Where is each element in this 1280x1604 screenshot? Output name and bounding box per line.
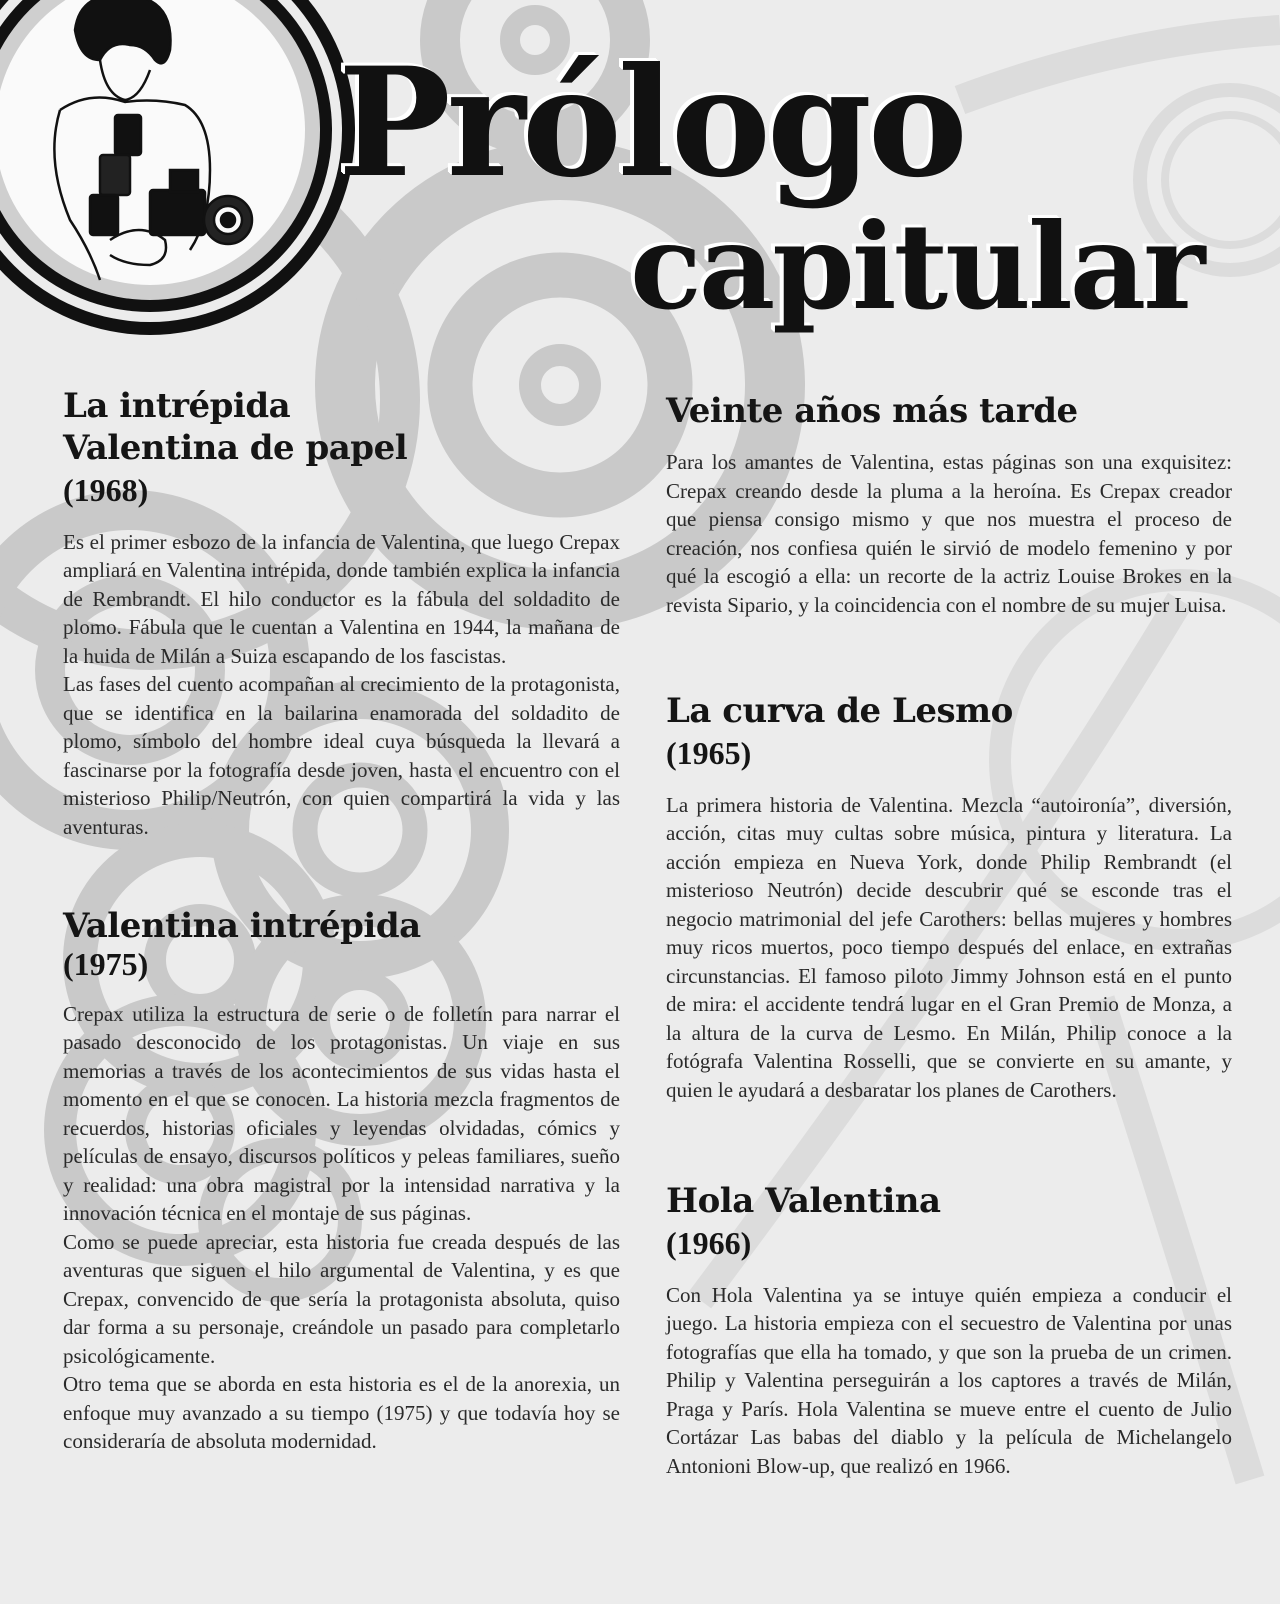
paragraph: Con Hola Valentina ya se intuye quién empieza a conducir el juego. La historia empieza con el secuestro de Valentina por unas fotografías que ella ha tomado, y que son la prueba de un crimen. Philip y Valentina perseguirán a los captores a través de Milán, Praga y París. Hola Valentina se mueve entre el cuento de Julio Cortázar Las babas del diablo y la película de Michelangelo Antonioni Blow-up, que realizó en 1966. [666,1282,1232,1478]
paragraph: Otro tema que se aborda en esta historia es el de la anorexia, un enfoque muy avanzado a su tiempo (1975) y que todavía hoy se consideraría de absoluta modernidad. [63,1372,620,1454]
paragraph: Crepax utiliza la estructura de serie o de folletín para narrar el pasado desconocido de los protagonistas. Un viaje en sus memorias a través de los acontecimientos de sus vidas hasta el momento en el que se conocen. La historia mezcla fragmentos de recuerdos, historias oficiales y leyendas olvidadas, cómics y películas de ensayo, discursos políticos y peleas familiares, sueño y realidad: una obra magistral por la intensidad narrativa y la innovación técnica en el montaje de sus páginas. [63,1001,620,1226]
section-heading: Valentina de papel [63,428,408,469]
title-line-1: Prólogo [338,35,964,211]
paragraph: Para los amantes de Valentina, estas páginas son una exquisitez: Crepax creando desde la pluma a la heroína. Es Crepax creador que piensa consigo mismo y que nos muestra el proceso de creación, nos confiesa quién le sirvió de modelo femenino y por qué la escogió a ella: un recorte de la actriz Louise Brokes en la revista Sipario, y la coincidencia con el nombre de su mujer Luisa. [666,450,1232,617]
paragraph: Las fases del cuento acompañan al crecimiento de la protagonista, que se identifica en la bailarina enamorada del soldadito de plomo, símbolo del hombre ideal cuya búsqueda la llevará a fascinarse por la fotografía desde joven, hasta el encuentro con el misterioso Philip/Neutrón, con quien compartirá la vida y las aventuras. [63,672,620,839]
section-heading: Valentina intrépida [63,906,421,946]
section-year: (1968) [63,472,149,509]
section-year: (1966) [666,1225,752,1262]
section-hola-valentina [666,1180,1232,1480]
section-year: (1975) [63,946,149,983]
paragraph: Es el primer esbozo de la infancia de Valentina, que luego Crepax ampliará en Valentina intrépida, donde también explica la infancia de Rembrandt. El hilo conductor es la fábula del soldadito de plomo. Fábula que le cuentan a Valentina en 1944, la mañana de la huida de Milán a Suiza escapando de los fascistas. [63,529,620,668]
section-la-intrepida-valentina-de-papel [63,385,620,841]
valentina-illustration-medallion [0,0,360,340]
section-heading: La curva de Lesmo [666,691,1013,731]
section-veinte-anos-mas-tarde [666,390,1232,619]
section-year: (1965) [666,735,752,772]
title-line-2: capitular [630,197,1203,336]
paragraph: La primera historia de Valentina. Mezcla “autoironía”, diversión, acción, citas muy cultas sobre música, pintura y literatura. La acción empieza en Nueva York, donde Philip Rembrandt (el misterioso Neutrón) decide descubrir qué se esconde tras el negocio matrimonial del jefe Carothers: bellas mujeres y hombres muy ricos muertos, poco tiempo después del enlace, en extrañas circunstancias. El famoso piloto Jimmy Johnson está en el punto de mira: el accidente tendrá lugar en el Gran Premio de Monza, a la altura de la curva de Lesmo. En Milán, Philip conoce a la fotógrafa Valentina Rosselli, que se convierte en su amante, y quien le ayudará a desbaratar los planes de Carothers. [666,792,1232,1102]
paragraph: Como se puede apreciar, esta historia fue creada después de las aventuras que siguen el hilo argumental de Valentina, y es que Crepax, convencido de que sería la protagonista absoluta, quiso dar forma a su personaje, creándole un pasado para completarlo psicológicamente. [63,1229,620,1368]
section-heading: Veinte años más tarde [666,391,1078,431]
section-valentina-intrepida [63,905,620,1456]
section-la-curva-de-lesmo [666,690,1232,1104]
section-heading: Hola Valentina [666,1181,941,1221]
section-heading: La intrépida [63,386,291,426]
